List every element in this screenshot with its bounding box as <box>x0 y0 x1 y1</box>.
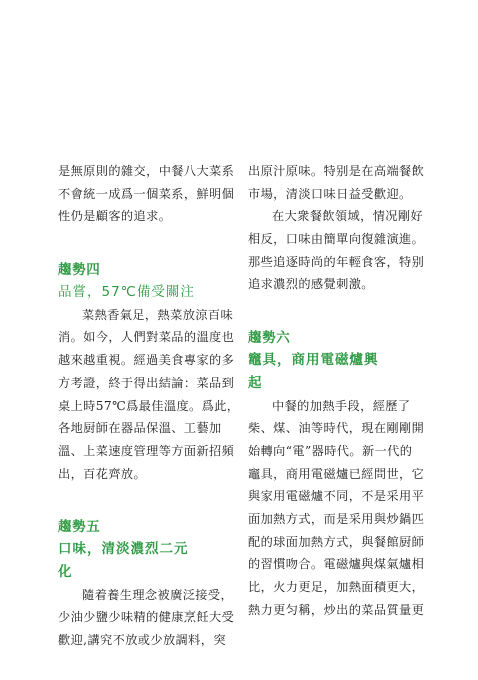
left-column <box>58 160 238 652</box>
body-text-line: 越來越重視。經過美食專家的多 <box>58 353 235 368</box>
body-text-line: 方考證，終于得出結論：菜品到 <box>58 375 235 390</box>
body-text-line: 消。如今，人們對菜品的溫度也 <box>58 330 235 345</box>
body-text-line: 在大衆餐飲領域，情况剛好 <box>272 209 424 224</box>
body-text-line: 始轉向“電”器時代。新一代的 <box>248 443 413 458</box>
body-text-line: 溫、上菜速度管理等方面新招頻 <box>58 443 235 458</box>
body-text-line: 隨着養生理念被廣泛接受， <box>82 587 234 602</box>
body-text-line: 菜熱香氣足，熱菜放涼百味 <box>82 307 234 322</box>
body-text-line: 追求濃烈的感覺刺激。 <box>248 277 374 292</box>
body-text-line: 面加熱方式，而是采用與炒鍋匹 <box>248 511 425 526</box>
body-text-line: 市場，清淡口味日益受歡迎。 <box>248 186 412 201</box>
body-text-line: 熱力更匀稱，炒出的菜品質量更 <box>248 602 425 617</box>
body-text-line: 那些追逐時尚的年輕食客，特别 <box>248 254 425 269</box>
body-text-line: 比，火力更足，加熱面積更大， <box>248 580 425 595</box>
body-text-line: 出，百花齊放。 <box>58 466 147 481</box>
body-text-line: 是無原則的雜交，中餐八大菜系 <box>58 164 235 178</box>
trend-5-title-cont: 化 <box>58 563 73 580</box>
body-text-line: 柴、煤、油等時代，現在剛剛開 <box>248 421 425 436</box>
trend-5-label: 趨勢五 <box>58 519 101 536</box>
trend-6-title: 竈具，商用電磁爐興 <box>248 352 379 369</box>
body-text-line: 的習慣吻合。電磁爐與煤氣爐相 <box>248 557 425 572</box>
body-text-line: 中餐的加熱手段，經歷了 <box>272 398 411 413</box>
trend-4-label: 趨勢四 <box>58 262 101 279</box>
body-text-line: 性仍是顧客的追求。 <box>58 209 172 224</box>
trend-5-title: 口味，清淡濃烈二元 <box>58 541 189 558</box>
body-text-line: 不會統一成爲一個菜系，鮮明個 <box>58 186 235 201</box>
body-text-line: 歡迎,講究不放或少放調料，突 <box>58 633 226 648</box>
body-text-line: 少油少鹽少味精的健康烹飪大受 <box>58 610 235 625</box>
body-text-line: 相反，口味由簡單向復雜演進。 <box>248 232 425 247</box>
body-text-line: 桌上時57℃爲最佳溫度。爲此， <box>58 398 240 413</box>
trend-6-title-cont: 起 <box>248 374 263 391</box>
trend-6-label: 趨勢六 <box>248 330 291 347</box>
body-text-line: 與家用電磁爐不同，不是采用平 <box>248 489 425 504</box>
body-text-line: 各地厨師在器品保溫、工藝加 <box>58 421 222 436</box>
body-text-line: 竈具，商用電磁爐已經問世，它 <box>248 466 425 481</box>
trend-4-title: 品嘗，57℃備受關注 <box>58 284 195 301</box>
body-text-line: 出原汁原味。特别是在高端餐飲 <box>248 164 425 178</box>
right-column <box>248 160 428 621</box>
body-text-line: 配的球面加熱方式，與餐館厨師 <box>248 534 425 549</box>
